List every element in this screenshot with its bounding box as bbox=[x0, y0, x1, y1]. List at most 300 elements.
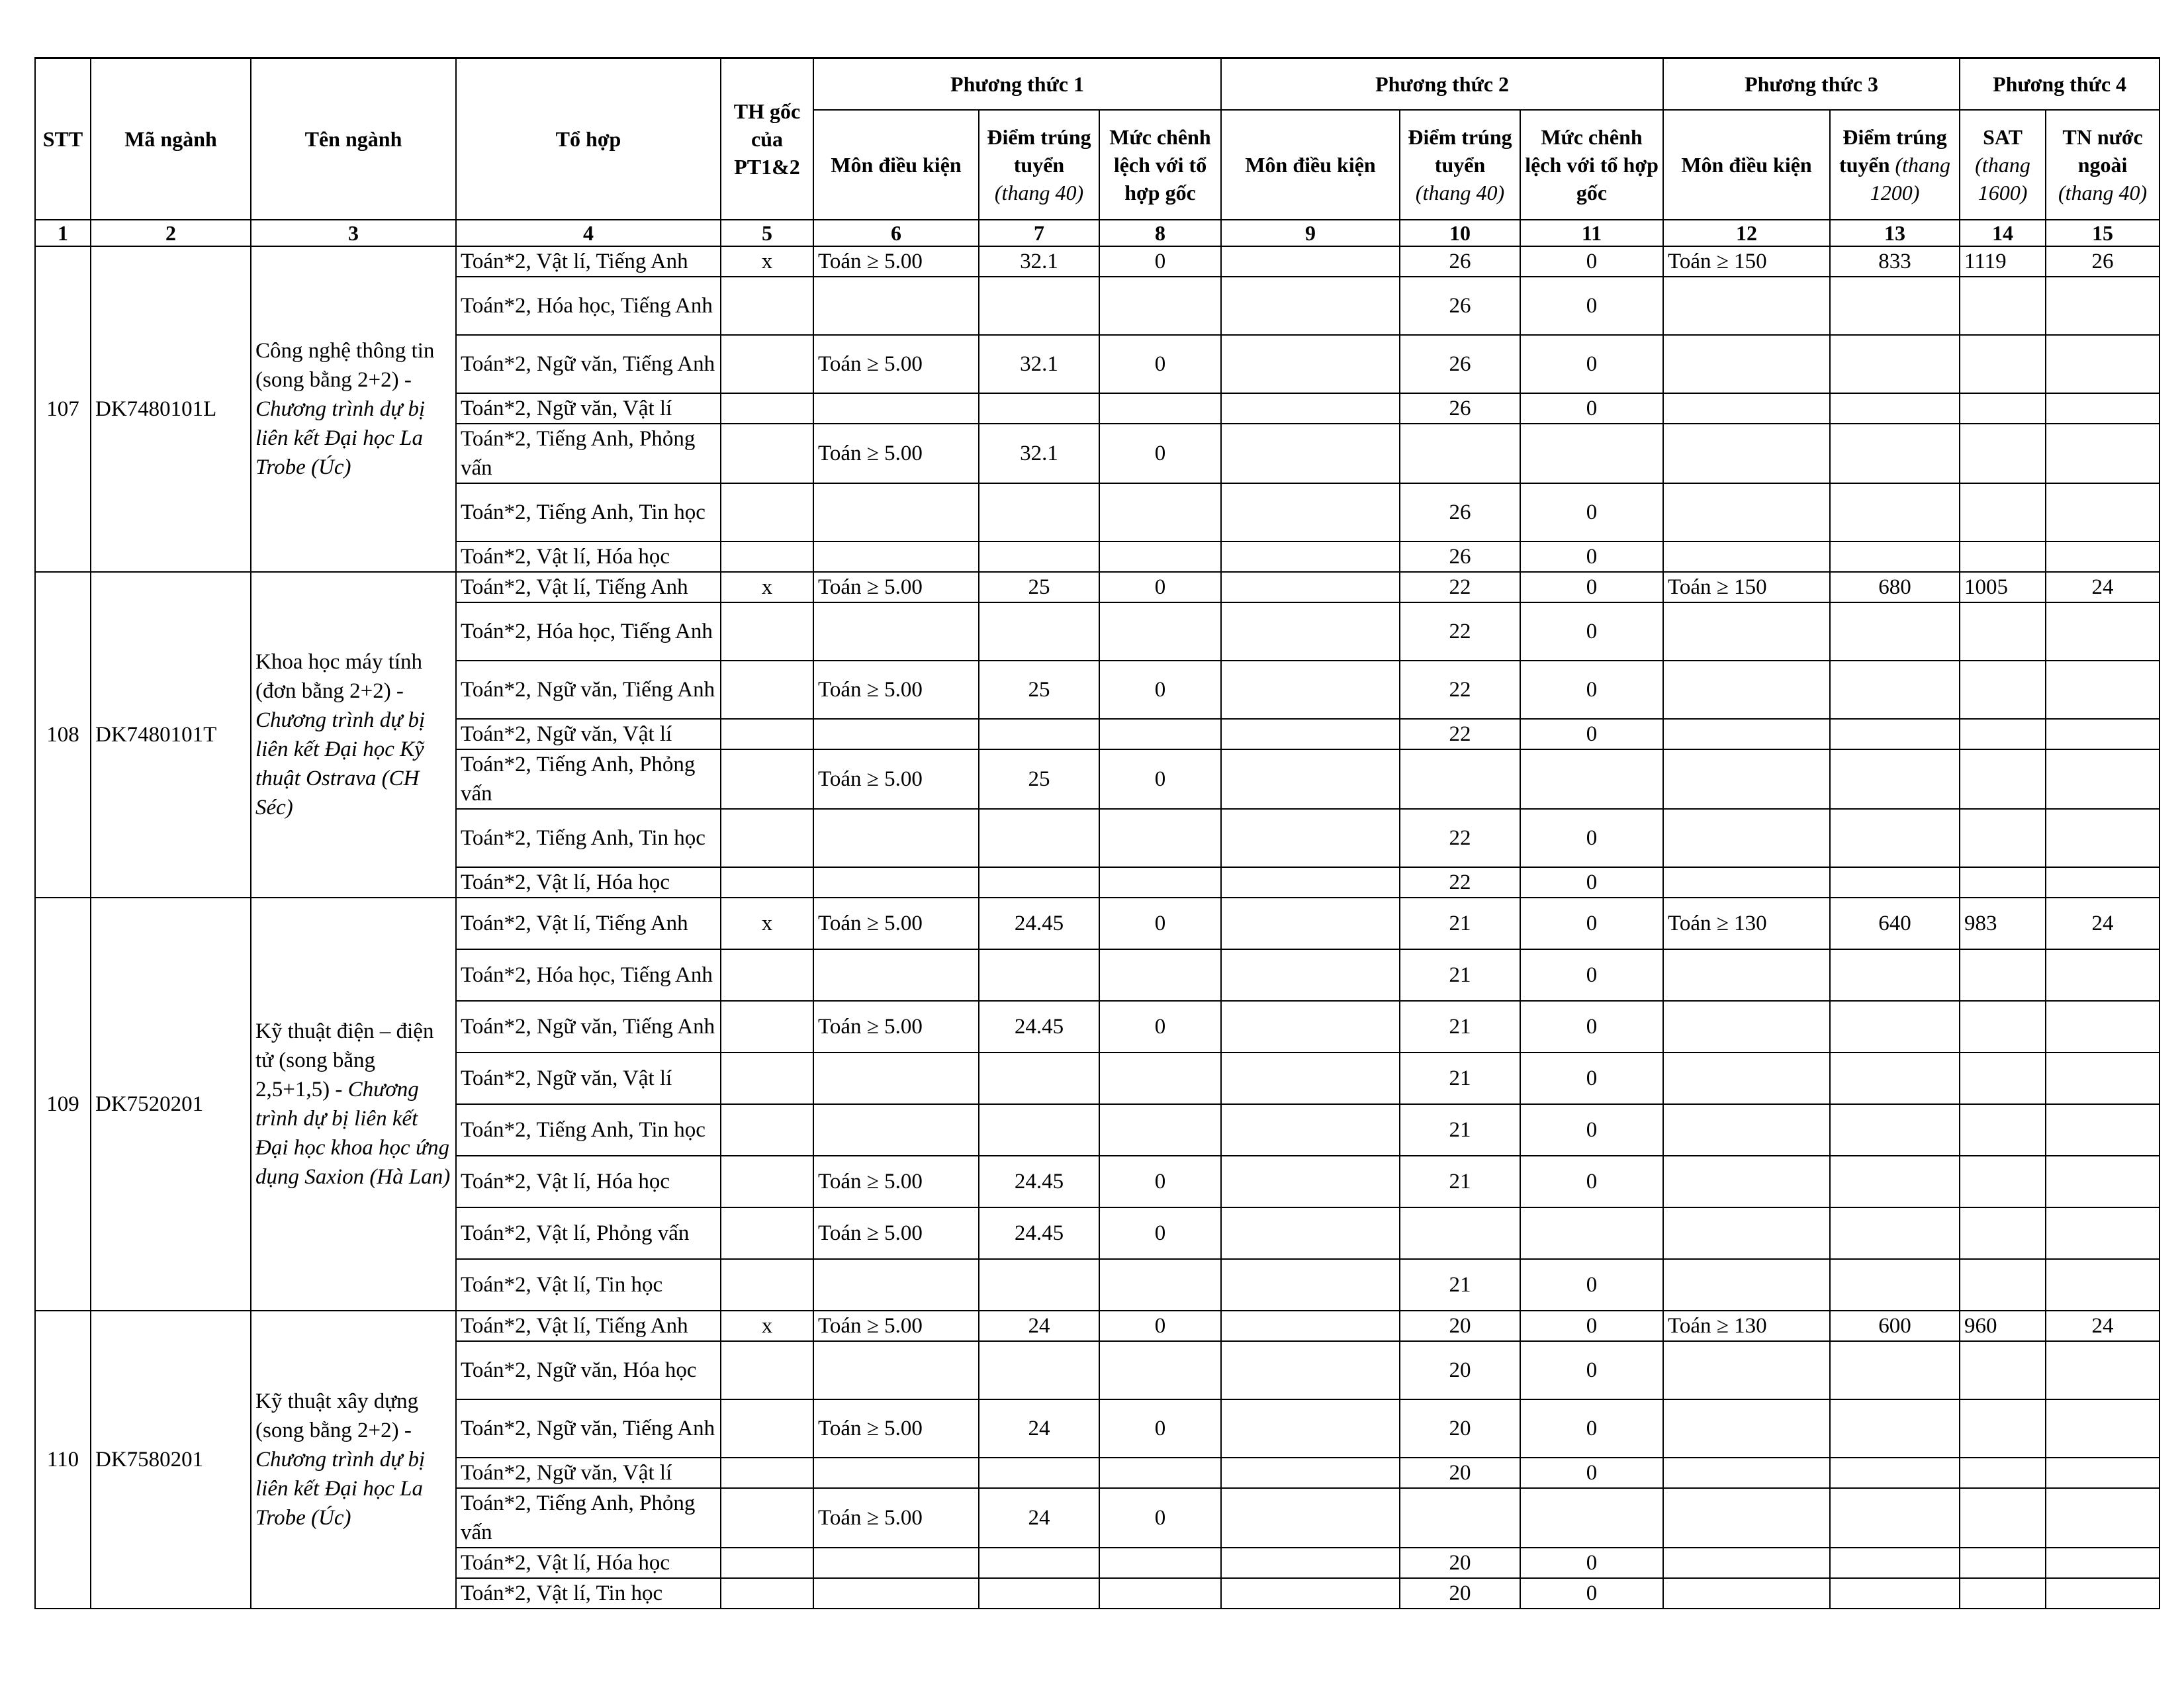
col-number: 3 bbox=[251, 220, 456, 246]
cell-pt3-mon-dieu-kien bbox=[1663, 1259, 1830, 1311]
cell-tn-nuoc-ngoai: 24 bbox=[2046, 898, 2160, 949]
cell-pt3-diem bbox=[1830, 1341, 1960, 1399]
cell-pt2-diem: 21 bbox=[1400, 1053, 1520, 1104]
cell-th-goc bbox=[721, 1259, 813, 1311]
cell-pt1-muc-chenh: 0 bbox=[1099, 335, 1221, 393]
cell-pt2-mon-dieu-kien bbox=[1221, 749, 1400, 809]
cell-to-hop: Toán*2, Vật lí, Tin học bbox=[456, 1259, 721, 1311]
cell-pt2-muc-chenh: 0 bbox=[1520, 719, 1663, 749]
cell-pt1-muc-chenh bbox=[1099, 1053, 1221, 1104]
cell-sat bbox=[1960, 335, 2046, 393]
program-name-text: Công nghệ thông tin (song bằng 2+2) - bbox=[255, 338, 435, 392]
cell-pt2-diem: 20 bbox=[1400, 1548, 1520, 1578]
cell-pt2-diem: 22 bbox=[1400, 661, 1520, 719]
cell-th-goc bbox=[721, 1458, 813, 1488]
cell-to-hop: Toán*2, Hóa học, Tiếng Anh bbox=[456, 277, 721, 335]
cell-tn-nuoc-ngoai bbox=[2046, 1578, 2160, 1609]
cell-pt1-diem: 24.45 bbox=[979, 898, 1099, 949]
cell-tn-nuoc-ngoai bbox=[2046, 1207, 2160, 1259]
cell-th-goc bbox=[721, 661, 813, 719]
cell-pt1-mon-dieu-kien: Toán ≥ 5.00 bbox=[813, 1001, 979, 1053]
cell-stt: 110 bbox=[35, 1311, 91, 1609]
cell-pt3-diem bbox=[1830, 1548, 1960, 1578]
cell-to-hop: Toán*2, Vật lí, Hóa học bbox=[456, 541, 721, 572]
cell-pt2-diem: 20 bbox=[1400, 1458, 1520, 1488]
cell-pt2-mon-dieu-kien bbox=[1221, 1548, 1400, 1578]
cell-pt3-mon-dieu-kien: Toán ≥ 130 bbox=[1663, 1311, 1830, 1341]
cell-th-goc bbox=[721, 719, 813, 749]
col-header-pt1-diem: Điểm trúng tuyển (thang 40) bbox=[979, 110, 1099, 220]
cell-pt1-muc-chenh: 0 bbox=[1099, 1156, 1221, 1207]
cell-pt3-diem bbox=[1830, 393, 1960, 424]
cell-pt3-diem: 833 bbox=[1830, 246, 1960, 277]
cell-sat bbox=[1960, 661, 2046, 719]
cell-to-hop: Toán*2, Ngữ văn, Vật lí bbox=[456, 393, 721, 424]
program-name-italic-text: Chương trình dự bị liên kết Đại học Kỹ thuật Ostrava (CH Séc) bbox=[255, 708, 426, 820]
cell-ma-nganh: DK7580201 bbox=[91, 1311, 251, 1609]
cell-pt2-diem: 21 bbox=[1400, 1104, 1520, 1156]
cell-pt3-diem bbox=[1830, 1399, 1960, 1458]
cell-pt1-mon-dieu-kien bbox=[813, 1104, 979, 1156]
cell-th-goc bbox=[721, 949, 813, 1001]
cell-tn-nuoc-ngoai bbox=[2046, 602, 2160, 661]
cell-pt1-muc-chenh bbox=[1099, 1548, 1221, 1578]
cell-pt3-diem bbox=[1830, 541, 1960, 572]
table-row bbox=[35, 898, 2160, 949]
col-number: 7 bbox=[979, 220, 1099, 246]
cell-pt2-diem bbox=[1400, 749, 1520, 809]
cell-pt3-diem bbox=[1830, 749, 1960, 809]
col-header-pt2-diem: Điểm trúng tuyển (thang 40) bbox=[1400, 110, 1520, 220]
col-header-ten-nganh: Tên ngành bbox=[251, 58, 456, 220]
cell-pt1-muc-chenh bbox=[1099, 719, 1221, 749]
cell-pt1-diem bbox=[979, 1458, 1099, 1488]
cell-pt1-diem bbox=[979, 1341, 1099, 1399]
cell-pt2-mon-dieu-kien bbox=[1221, 572, 1400, 602]
cell-pt2-muc-chenh: 0 bbox=[1520, 1053, 1663, 1104]
cell-pt1-muc-chenh: 0 bbox=[1099, 661, 1221, 719]
col-number: 10 bbox=[1400, 220, 1520, 246]
cell-th-goc bbox=[721, 393, 813, 424]
cell-th-goc bbox=[721, 1104, 813, 1156]
cell-tn-nuoc-ngoai bbox=[2046, 424, 2160, 483]
cell-pt1-muc-chenh bbox=[1099, 1259, 1221, 1311]
cell-pt2-muc-chenh: 0 bbox=[1520, 661, 1663, 719]
cell-pt1-mon-dieu-kien: Toán ≥ 5.00 bbox=[813, 572, 979, 602]
cell-pt2-mon-dieu-kien bbox=[1221, 1488, 1400, 1548]
cell-to-hop: Toán*2, Tiếng Anh, Phỏng vấn bbox=[456, 1488, 721, 1548]
cell-pt1-diem: 25 bbox=[979, 749, 1099, 809]
cell-pt3-diem bbox=[1830, 1578, 1960, 1609]
cell-pt1-muc-chenh bbox=[1099, 541, 1221, 572]
cell-to-hop: Toán*2, Ngữ văn, Hóa học bbox=[456, 1341, 721, 1399]
cell-pt2-mon-dieu-kien bbox=[1221, 1001, 1400, 1053]
cell-pt2-muc-chenh: 0 bbox=[1520, 572, 1663, 602]
cell-th-goc bbox=[721, 541, 813, 572]
cell-th-goc: x bbox=[721, 898, 813, 949]
cell-pt3-diem bbox=[1830, 1001, 1960, 1053]
table-body bbox=[35, 246, 2160, 1609]
cell-tn-nuoc-ngoai bbox=[2046, 1548, 2160, 1578]
cell-to-hop: Toán*2, Ngữ văn, Vật lí bbox=[456, 719, 721, 749]
col-number: 2 bbox=[91, 220, 251, 246]
cell-pt3-diem bbox=[1830, 1458, 1960, 1488]
cell-pt1-mon-dieu-kien bbox=[813, 809, 979, 867]
cell-pt2-muc-chenh: 0 bbox=[1520, 277, 1663, 335]
cell-pt2-muc-chenh: 0 bbox=[1520, 1259, 1663, 1311]
cell-pt2-muc-chenh bbox=[1520, 749, 1663, 809]
cell-to-hop: Toán*2, Tiếng Anh, Tin học bbox=[456, 1104, 721, 1156]
cell-pt1-muc-chenh bbox=[1099, 1104, 1221, 1156]
cell-pt2-muc-chenh: 0 bbox=[1520, 809, 1663, 867]
cell-th-goc bbox=[721, 1341, 813, 1399]
cell-to-hop: Toán*2, Vật lí, Tin học bbox=[456, 1578, 721, 1609]
program-name-italic-text: Chương trình dự bị liên kết Đại học khoa học ứng dụng Saxion (Hà Lan) bbox=[255, 1077, 451, 1189]
table-row bbox=[35, 246, 2160, 277]
col-header-th-goc: TH gốc của PT1&2 bbox=[721, 58, 813, 220]
cell-pt2-diem: 26 bbox=[1400, 246, 1520, 277]
cell-pt2-mon-dieu-kien bbox=[1221, 1578, 1400, 1609]
col-number: 11 bbox=[1520, 220, 1663, 246]
cell-pt2-mon-dieu-kien bbox=[1221, 483, 1400, 541]
table-row bbox=[35, 572, 2160, 602]
col-number: 14 bbox=[1960, 220, 2046, 246]
program-name-italic-text: Chương trình dự bị liên kết Đại học La Trobe (Úc) bbox=[255, 397, 426, 479]
cell-pt2-muc-chenh: 0 bbox=[1520, 1548, 1663, 1578]
cell-pt3-mon-dieu-kien bbox=[1663, 1207, 1830, 1259]
cell-pt3-mon-dieu-kien bbox=[1663, 1488, 1830, 1548]
cell-pt1-mon-dieu-kien: Toán ≥ 5.00 bbox=[813, 898, 979, 949]
cell-sat bbox=[1960, 1259, 2046, 1311]
cell-stt: 108 bbox=[35, 572, 91, 898]
cell-sat bbox=[1960, 1156, 2046, 1207]
cell-pt1-mon-dieu-kien bbox=[813, 393, 979, 424]
cell-pt2-diem: 22 bbox=[1400, 867, 1520, 898]
cell-pt1-diem: 24.45 bbox=[979, 1156, 1099, 1207]
cell-pt2-mon-dieu-kien bbox=[1221, 335, 1400, 393]
cell-pt2-mon-dieu-kien bbox=[1221, 424, 1400, 483]
cell-pt1-muc-chenh: 0 bbox=[1099, 1399, 1221, 1458]
cell-sat: 1119 bbox=[1960, 246, 2046, 277]
cell-pt1-muc-chenh bbox=[1099, 1578, 1221, 1609]
cell-pt2-muc-chenh bbox=[1520, 1207, 1663, 1259]
cell-stt: 107 bbox=[35, 246, 91, 572]
cell-ma-nganh: DK7480101T bbox=[91, 572, 251, 898]
cell-to-hop: Toán*2, Tiếng Anh, Phỏng vấn bbox=[456, 749, 721, 809]
cell-pt3-diem bbox=[1830, 1156, 1960, 1207]
cell-pt3-diem bbox=[1830, 602, 1960, 661]
cell-pt2-muc-chenh: 0 bbox=[1520, 1104, 1663, 1156]
cell-ten-nganh bbox=[251, 246, 456, 572]
cell-tn-nuoc-ngoai bbox=[2046, 1104, 2160, 1156]
cell-sat: 983 bbox=[1960, 898, 2046, 949]
cell-th-goc: x bbox=[721, 246, 813, 277]
cell-pt1-diem: 24 bbox=[979, 1488, 1099, 1548]
cell-sat bbox=[1960, 1548, 2046, 1578]
cell-sat bbox=[1960, 1104, 2046, 1156]
cell-pt3-diem bbox=[1830, 1053, 1960, 1104]
cell-th-goc bbox=[721, 1207, 813, 1259]
cell-to-hop: Toán*2, Tiếng Anh, Tin học bbox=[456, 483, 721, 541]
cell-pt2-diem: 26 bbox=[1400, 393, 1520, 424]
cell-th-goc bbox=[721, 1001, 813, 1053]
cell-pt3-diem bbox=[1830, 867, 1960, 898]
cell-to-hop: Toán*2, Ngữ văn, Vật lí bbox=[456, 1458, 721, 1488]
cell-tn-nuoc-ngoai bbox=[2046, 1399, 2160, 1458]
cell-pt1-muc-chenh: 0 bbox=[1099, 1001, 1221, 1053]
cell-pt2-diem: 20 bbox=[1400, 1311, 1520, 1341]
cell-to-hop: Toán*2, Vật lí, Tiếng Anh bbox=[456, 246, 721, 277]
cell-to-hop: Toán*2, Vật lí, Tiếng Anh bbox=[456, 1311, 721, 1341]
cell-pt3-mon-dieu-kien bbox=[1663, 335, 1830, 393]
cell-sat bbox=[1960, 277, 2046, 335]
cell-pt2-diem: 26 bbox=[1400, 541, 1520, 572]
cell-pt2-mon-dieu-kien bbox=[1221, 949, 1400, 1001]
cell-pt1-diem bbox=[979, 1104, 1099, 1156]
cell-pt2-muc-chenh: 0 bbox=[1520, 1399, 1663, 1458]
cell-pt2-mon-dieu-kien bbox=[1221, 898, 1400, 949]
cell-pt1-diem bbox=[979, 277, 1099, 335]
cell-tn-nuoc-ngoai bbox=[2046, 1458, 2160, 1488]
cell-pt1-muc-chenh bbox=[1099, 483, 1221, 541]
cell-pt2-diem: 21 bbox=[1400, 1259, 1520, 1311]
cell-pt2-muc-chenh: 0 bbox=[1520, 1341, 1663, 1399]
cell-pt2-diem: 22 bbox=[1400, 719, 1520, 749]
cell-th-goc: x bbox=[721, 1311, 813, 1341]
cell-pt3-mon-dieu-kien bbox=[1663, 809, 1830, 867]
cell-tn-nuoc-ngoai: 26 bbox=[2046, 246, 2160, 277]
cell-pt1-mon-dieu-kien bbox=[813, 1053, 979, 1104]
cell-pt1-muc-chenh bbox=[1099, 949, 1221, 1001]
cell-pt1-mon-dieu-kien bbox=[813, 1259, 979, 1311]
cell-sat bbox=[1960, 1341, 2046, 1399]
cell-pt1-diem: 24 bbox=[979, 1311, 1099, 1341]
cell-pt2-muc-chenh bbox=[1520, 424, 1663, 483]
cell-tn-nuoc-ngoai bbox=[2046, 1053, 2160, 1104]
col-header-tn-nuoc-ngoai: TN nước ngoài (thang 40) bbox=[2046, 110, 2160, 220]
cell-pt1-muc-chenh: 0 bbox=[1099, 572, 1221, 602]
cell-pt1-diem: 25 bbox=[979, 661, 1099, 719]
cell-pt3-mon-dieu-kien bbox=[1663, 1156, 1830, 1207]
cell-pt1-mon-dieu-kien: Toán ≥ 5.00 bbox=[813, 424, 979, 483]
cell-pt2-diem: 21 bbox=[1400, 1156, 1520, 1207]
cell-tn-nuoc-ngoai bbox=[2046, 335, 2160, 393]
cell-pt1-diem: 32.1 bbox=[979, 424, 1099, 483]
cell-ma-nganh: DK7520201 bbox=[91, 898, 251, 1311]
cell-sat bbox=[1960, 949, 2046, 1001]
cell-tn-nuoc-ngoai: 24 bbox=[2046, 1311, 2160, 1341]
cell-to-hop: Toán*2, Ngữ văn, Tiếng Anh bbox=[456, 661, 721, 719]
cell-pt1-diem bbox=[979, 1548, 1099, 1578]
program-name-text: Kỹ thuật điện – điện tử (song bằng 2,5+1,5) - bbox=[255, 1019, 434, 1102]
cell-pt1-mon-dieu-kien bbox=[813, 1341, 979, 1399]
cell-pt2-muc-chenh: 0 bbox=[1520, 541, 1663, 572]
cell-pt2-muc-chenh: 0 bbox=[1520, 1578, 1663, 1609]
cell-pt2-diem bbox=[1400, 1488, 1520, 1548]
cell-to-hop: Toán*2, Tiếng Anh, Phỏng vấn bbox=[456, 424, 721, 483]
col-number: 12 bbox=[1663, 220, 1830, 246]
cell-pt3-diem bbox=[1830, 483, 1960, 541]
cell-tn-nuoc-ngoai bbox=[2046, 483, 2160, 541]
cell-pt1-muc-chenh bbox=[1099, 602, 1221, 661]
col-header-pt1-mon-dieu-kien: Môn điều kiện bbox=[813, 110, 979, 220]
group-header-pt2: Phương thức 2 bbox=[1221, 58, 1663, 110]
cell-sat bbox=[1960, 1578, 2046, 1609]
cell-pt3-diem bbox=[1830, 1207, 1960, 1259]
group-header-pt3: Phương thức 3 bbox=[1663, 58, 1960, 110]
cell-pt1-diem bbox=[979, 1053, 1099, 1104]
cell-pt2-diem bbox=[1400, 1207, 1520, 1259]
cell-th-goc bbox=[721, 1488, 813, 1548]
cell-pt3-mon-dieu-kien: Toán ≥ 150 bbox=[1663, 246, 1830, 277]
cell-pt3-mon-dieu-kien bbox=[1663, 1399, 1830, 1458]
cell-pt3-mon-dieu-kien bbox=[1663, 949, 1830, 1001]
cell-pt2-muc-chenh: 0 bbox=[1520, 1458, 1663, 1488]
cell-to-hop: Toán*2, Hóa học, Tiếng Anh bbox=[456, 949, 721, 1001]
cell-to-hop: Toán*2, Vật lí, Hóa học bbox=[456, 1156, 721, 1207]
cell-to-hop: Toán*2, Vật lí, Hóa học bbox=[456, 867, 721, 898]
cell-pt2-diem: 26 bbox=[1400, 335, 1520, 393]
cell-pt1-mon-dieu-kien: Toán ≥ 5.00 bbox=[813, 1156, 979, 1207]
cell-pt2-diem: 21 bbox=[1400, 949, 1520, 1001]
cell-sat bbox=[1960, 719, 2046, 749]
cell-tn-nuoc-ngoai bbox=[2046, 1488, 2160, 1548]
col-number: 15 bbox=[2046, 220, 2160, 246]
cell-tn-nuoc-ngoai: 24 bbox=[2046, 572, 2160, 602]
cell-pt3-diem bbox=[1830, 719, 1960, 749]
cell-pt2-mon-dieu-kien bbox=[1221, 1156, 1400, 1207]
program-name-italic-text: Chương trình dự bị liên kết Đại học La Trobe (Úc) bbox=[255, 1447, 426, 1530]
cell-pt2-muc-chenh: 0 bbox=[1520, 1156, 1663, 1207]
cell-pt3-mon-dieu-kien bbox=[1663, 424, 1830, 483]
cell-pt1-muc-chenh: 0 bbox=[1099, 1207, 1221, 1259]
cell-pt1-mon-dieu-kien: Toán ≥ 5.00 bbox=[813, 1488, 979, 1548]
cell-to-hop: Toán*2, Ngữ văn, Tiếng Anh bbox=[456, 1001, 721, 1053]
cell-pt1-muc-chenh bbox=[1099, 809, 1221, 867]
cell-pt1-muc-chenh: 0 bbox=[1099, 749, 1221, 809]
cell-sat: 960 bbox=[1960, 1311, 2046, 1341]
cell-th-goc bbox=[721, 424, 813, 483]
cell-pt2-mon-dieu-kien bbox=[1221, 1311, 1400, 1341]
cell-pt2-diem: 22 bbox=[1400, 572, 1520, 602]
cell-pt1-muc-chenh: 0 bbox=[1099, 898, 1221, 949]
cell-pt1-mon-dieu-kien: Toán ≥ 5.00 bbox=[813, 335, 979, 393]
cell-tn-nuoc-ngoai bbox=[2046, 1341, 2160, 1399]
cell-ten-nganh bbox=[251, 1311, 456, 1609]
col-number: 1 bbox=[35, 220, 91, 246]
cell-pt2-mon-dieu-kien bbox=[1221, 661, 1400, 719]
cell-pt1-diem: 32.1 bbox=[979, 335, 1099, 393]
cell-pt2-mon-dieu-kien bbox=[1221, 1399, 1400, 1458]
cell-pt1-diem bbox=[979, 1259, 1099, 1311]
cell-pt1-muc-chenh: 0 bbox=[1099, 1311, 1221, 1341]
cell-pt1-mon-dieu-kien: Toán ≥ 5.00 bbox=[813, 1311, 979, 1341]
col-header-ma-nganh: Mã ngành bbox=[91, 58, 251, 220]
cell-tn-nuoc-ngoai bbox=[2046, 749, 2160, 809]
cell-th-goc: x bbox=[721, 572, 813, 602]
cell-sat: 1005 bbox=[1960, 572, 2046, 602]
cell-pt3-mon-dieu-kien bbox=[1663, 661, 1830, 719]
cell-pt3-mon-dieu-kien bbox=[1663, 483, 1830, 541]
cell-pt2-mon-dieu-kien bbox=[1221, 602, 1400, 661]
cell-pt3-mon-dieu-kien bbox=[1663, 602, 1830, 661]
cell-pt1-mon-dieu-kien: Toán ≥ 5.00 bbox=[813, 1207, 979, 1259]
col-header-sat: SAT (thang 1600) bbox=[1960, 110, 2046, 220]
cell-pt3-mon-dieu-kien: Toán ≥ 130 bbox=[1663, 898, 1830, 949]
cell-th-goc bbox=[721, 867, 813, 898]
cell-sat bbox=[1960, 1399, 2046, 1458]
cell-pt1-muc-chenh bbox=[1099, 277, 1221, 335]
cell-pt1-muc-chenh bbox=[1099, 393, 1221, 424]
cell-pt1-muc-chenh bbox=[1099, 1341, 1221, 1399]
cell-pt1-mon-dieu-kien: Toán ≥ 5.00 bbox=[813, 749, 979, 809]
cell-pt3-mon-dieu-kien bbox=[1663, 1341, 1830, 1399]
cell-th-goc bbox=[721, 1578, 813, 1609]
cell-pt2-muc-chenh: 0 bbox=[1520, 1311, 1663, 1341]
cell-sat bbox=[1960, 1001, 2046, 1053]
cell-sat bbox=[1960, 602, 2046, 661]
cell-pt2-mon-dieu-kien bbox=[1221, 719, 1400, 749]
cell-pt2-mon-dieu-kien bbox=[1221, 867, 1400, 898]
col-number: 8 bbox=[1099, 220, 1221, 246]
col-header-pt2-mon-dieu-kien: Môn điều kiện bbox=[1221, 110, 1400, 220]
cell-pt2-muc-chenh: 0 bbox=[1520, 1001, 1663, 1053]
cell-th-goc bbox=[721, 1053, 813, 1104]
cell-to-hop: Toán*2, Tiếng Anh, Tin học bbox=[456, 809, 721, 867]
col-number: 9 bbox=[1221, 220, 1400, 246]
cell-tn-nuoc-ngoai bbox=[2046, 1259, 2160, 1311]
cell-pt2-diem: 22 bbox=[1400, 602, 1520, 661]
cell-th-goc bbox=[721, 1399, 813, 1458]
cell-pt1-muc-chenh: 0 bbox=[1099, 1488, 1221, 1548]
col-header-pt3-diem: Điểm trúng tuyển (thang 1200) bbox=[1830, 110, 1960, 220]
cell-pt2-mon-dieu-kien bbox=[1221, 1341, 1400, 1399]
cell-pt2-diem: 22 bbox=[1400, 809, 1520, 867]
cell-pt3-diem bbox=[1830, 661, 1960, 719]
admission-score-table bbox=[34, 57, 2160, 1609]
cell-pt1-diem bbox=[979, 602, 1099, 661]
cell-pt3-mon-dieu-kien bbox=[1663, 867, 1830, 898]
cell-sat bbox=[1960, 749, 2046, 809]
cell-pt3-diem bbox=[1830, 1259, 1960, 1311]
cell-tn-nuoc-ngoai bbox=[2046, 949, 2160, 1001]
cell-pt2-mon-dieu-kien bbox=[1221, 1053, 1400, 1104]
cell-pt1-mon-dieu-kien bbox=[813, 541, 979, 572]
cell-sat bbox=[1960, 393, 2046, 424]
cell-pt2-diem: 21 bbox=[1400, 898, 1520, 949]
cell-ten-nganh bbox=[251, 572, 456, 898]
cell-pt2-mon-dieu-kien bbox=[1221, 277, 1400, 335]
cell-tn-nuoc-ngoai bbox=[2046, 719, 2160, 749]
cell-th-goc bbox=[721, 483, 813, 541]
cell-to-hop: Toán*2, Vật lí, Phỏng vấn bbox=[456, 1207, 721, 1259]
cell-pt3-mon-dieu-kien bbox=[1663, 393, 1830, 424]
cell-pt1-mon-dieu-kien bbox=[813, 277, 979, 335]
cell-pt1-mon-dieu-kien bbox=[813, 1578, 979, 1609]
cell-th-goc bbox=[721, 809, 813, 867]
cell-pt3-mon-dieu-kien bbox=[1663, 1458, 1830, 1488]
cell-sat bbox=[1960, 809, 2046, 867]
cell-tn-nuoc-ngoai bbox=[2046, 393, 2160, 424]
cell-pt3-diem bbox=[1830, 335, 1960, 393]
table-header bbox=[35, 58, 2160, 246]
cell-pt1-diem bbox=[979, 949, 1099, 1001]
cell-th-goc bbox=[721, 602, 813, 661]
cell-pt1-muc-chenh: 0 bbox=[1099, 246, 1221, 277]
col-header-stt: STT bbox=[35, 58, 91, 220]
cell-pt1-diem bbox=[979, 541, 1099, 572]
cell-th-goc bbox=[721, 749, 813, 809]
